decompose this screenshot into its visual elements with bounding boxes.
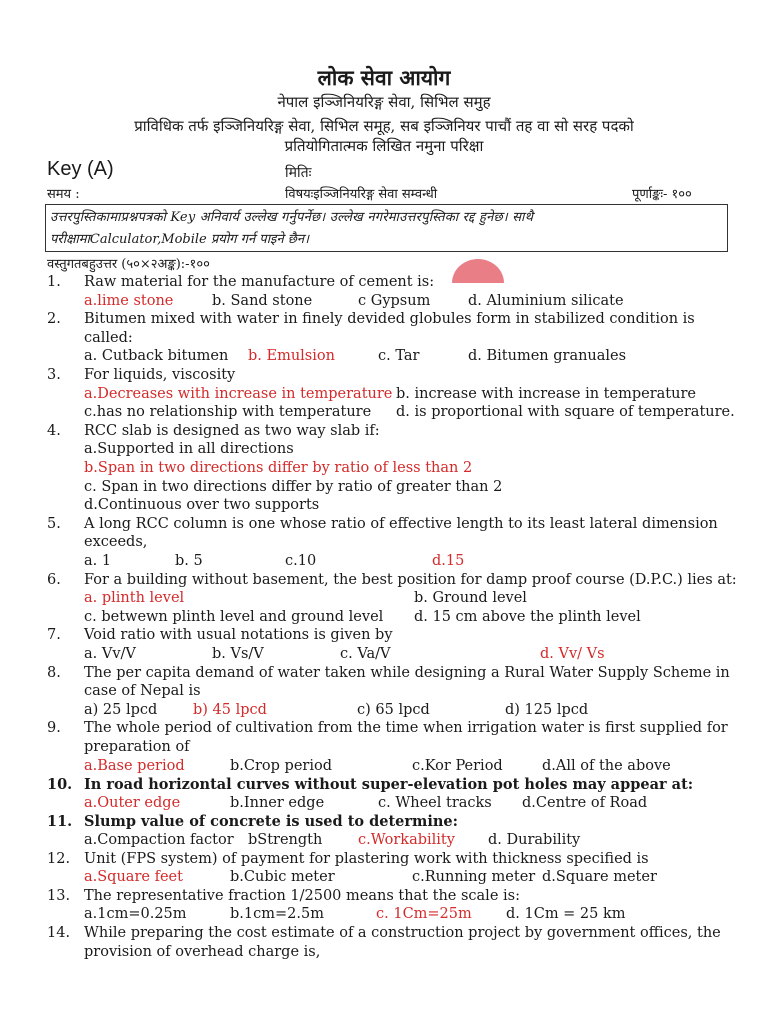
answer-option: c. betwewn plinth level and ground level <box>84 608 384 625</box>
correct-answer-option: a.Square feet <box>84 869 183 886</box>
page-title: लोक सेवा आयोग <box>317 65 451 90</box>
answer-option: a. Cutback bitumen <box>84 348 229 365</box>
question-number: 14. <box>47 925 71 941</box>
correct-answer-option: c. 1Cm=25m <box>376 906 472 923</box>
question-number: 13. <box>47 887 71 904</box>
question-text: preparation of <box>84 739 190 755</box>
question-number: 3. <box>47 367 61 383</box>
question-text: While preparing the cost estimate of a construction project by government offices, the <box>84 925 721 941</box>
correct-answer-option: a.lime stone <box>84 292 174 309</box>
answer-option: a.Compaction factor <box>84 832 234 848</box>
instruction-notice <box>45 204 728 252</box>
answer-option: c.has no relationship with temperature <box>84 404 372 421</box>
question-text: provision of overhead charge is, <box>84 943 321 960</box>
answer-option: bStrength <box>248 832 323 848</box>
full-marks-label: पूर्णाङ्कः- १०० <box>632 187 692 202</box>
question-number: 7. <box>47 627 61 644</box>
question-number: 5. <box>47 515 61 532</box>
correct-answer-option: b.Span in two directions differ by ratio of less than 2 <box>84 460 473 476</box>
notice-line-1: उत्तरपुस्तिकामाप्रश्नपत्रको Key अनिवार्य उल्लेख गर्नुपर्नेछ। उल्लेख नगरेमाउत्तरपुस्तिका रद्द हुनेछ। साथै <box>50 210 534 225</box>
answer-option: a.Supported in all directions <box>84 441 294 458</box>
answer-option: b.Cubic meter <box>230 869 335 886</box>
notice-line-2: परीक्षामाCalculator,Mobile प्रयोग गर्न पाइने छैन। <box>50 232 310 247</box>
question-number: 8. <box>47 664 61 681</box>
answer-option: a. 1 <box>84 553 112 569</box>
date-label: मितिः <box>285 165 312 181</box>
question-text: Void ratio with usual notations is given by <box>84 627 393 644</box>
answer-option: b.1cm=2.5m <box>230 906 324 923</box>
answer-option: b.Crop period <box>230 757 332 774</box>
exam-description: प्राविधिक तर्फ इञ्जिनियरिङ्ग सेवा, सिभिल समूह, सब इञ्जिनियर पाचौं तह वा सो सरह पदको <box>134 117 634 135</box>
correct-answer-option: a. plinth level <box>84 590 185 607</box>
time-label: समय : <box>47 187 80 202</box>
answer-option: d.All of the above <box>542 757 671 774</box>
question-text: The whole period of cultivation from the time when irrigation water is first supplied for <box>84 720 728 737</box>
answer-option: a. Vv/V <box>84 646 136 662</box>
answer-option: c. Tar <box>378 348 420 365</box>
question-number: 11. <box>47 813 73 831</box>
question-text: A long RCC column is one whose ratio of effective length to its least lateral dimension <box>84 515 718 532</box>
answer-option: d. Aluminium silicate <box>468 292 624 309</box>
question-text: The representative fraction 1/2500 means that the scale is: <box>84 887 520 904</box>
answer-option: b.Inner edge <box>230 794 325 811</box>
correct-answer-option: d. Vv/ Vs <box>540 646 605 662</box>
answer-option: b. 5 <box>175 553 203 569</box>
question-text: Raw material for the manufacture of cement is: <box>84 274 435 290</box>
answer-option: c.10 <box>285 553 317 569</box>
question-number: 2. <box>47 311 61 328</box>
question-text: For a building without basement, the best position for damp proof course (D.P.C.) lies at: <box>84 571 737 588</box>
section-heading: वस्तुगतबहुउत्तर (५०×२अङ्क):-१०० <box>47 257 210 272</box>
question-number: 6. <box>47 571 61 588</box>
answer-option: c.Kor Period <box>412 757 503 774</box>
correct-answer-option: a.Outer edge <box>84 794 181 811</box>
answer-option: d.Square meter <box>542 869 657 886</box>
question-text: In road horizontal curves without super-elevation pot holes may appear at: <box>84 776 694 794</box>
question-text: called: <box>84 329 133 346</box>
question-number: 1. <box>47 274 61 290</box>
correct-answer-option: c.Workability <box>358 832 455 848</box>
question-text: The per capita demand of water taken while designing a Rural Water Supply Scheme in <box>84 664 730 681</box>
answer-option: d.Continuous over two supports <box>84 497 320 514</box>
question-number: 12. <box>47 850 71 867</box>
correct-answer-option: b. Emulsion <box>248 348 335 365</box>
answer-option: a.1cm=0.25m <box>84 906 187 923</box>
answer-option: c.Running meter <box>412 869 536 886</box>
answer-option: c. Va/V <box>340 646 391 662</box>
correct-answer-option: a.Decreases with increase in temperature <box>84 385 393 402</box>
answer-option: c. Wheel tracks <box>378 794 492 811</box>
answer-option: d.Centre of Road <box>522 794 648 811</box>
question-text: Slump value of concrete is used to determine: <box>84 813 459 831</box>
answer-option: c Gypsum <box>358 292 431 309</box>
answer-option: d. Bitumen granuales <box>468 348 627 365</box>
correct-answer-option: d.15 <box>432 553 465 569</box>
subject-label: विषयःइञ्जिनियरिङ्ग सेवा सम्वन्धी <box>285 187 438 202</box>
answer-option: b. increase with increase in temperature <box>396 385 696 402</box>
red-mark-decoration <box>452 259 504 283</box>
question-text: exceeds, <box>84 534 148 551</box>
question-number: 4. <box>47 422 61 439</box>
answer-option: d. is proportional with square of temperature. <box>396 404 735 421</box>
answer-option: d) 125 lpcd <box>505 701 589 718</box>
page-subtitle: नेपाल इञ्जिनियरिङ्ग सेवा, सिभिल समुह <box>277 93 491 111</box>
question-number: 9. <box>47 720 61 737</box>
answer-option: c. Span in two directions differ by ratio of greater than 2 <box>84 478 503 495</box>
correct-answer-option: b) 45 lpcd <box>193 701 267 718</box>
question-text: RCC slab is designed as two way slab if: <box>84 422 380 439</box>
answer-key-label: Key (A) <box>47 158 114 180</box>
question-text: Bitumen mixed with water in finely devided globules form in stabilized condition is <box>84 311 695 328</box>
question-text: Unit (FPS system) of payment for plastering work with thickness specified is <box>84 850 649 867</box>
question-text: case of Nepal is <box>84 683 201 700</box>
answer-option: d. Durability <box>488 832 581 848</box>
answer-option: c) 65 lpcd <box>357 701 430 718</box>
answer-option: d. 1Cm = 25 km <box>506 906 626 923</box>
answer-option: a) 25 lpcd <box>84 701 158 718</box>
answer-option: b. Ground level <box>414 590 527 607</box>
question-number: 10. <box>47 776 73 794</box>
answer-option: d. 15 cm above the plinth level <box>414 608 641 625</box>
answer-option: b. Vs/V <box>212 646 264 662</box>
correct-answer-option: a.Base period <box>84 757 185 774</box>
question-text: For liquids, viscosity <box>84 367 236 383</box>
answer-option: b. Sand stone <box>212 292 313 309</box>
exam-type: प्रतियोगितात्मक लिखित नमुना परिक्षा <box>284 137 484 155</box>
